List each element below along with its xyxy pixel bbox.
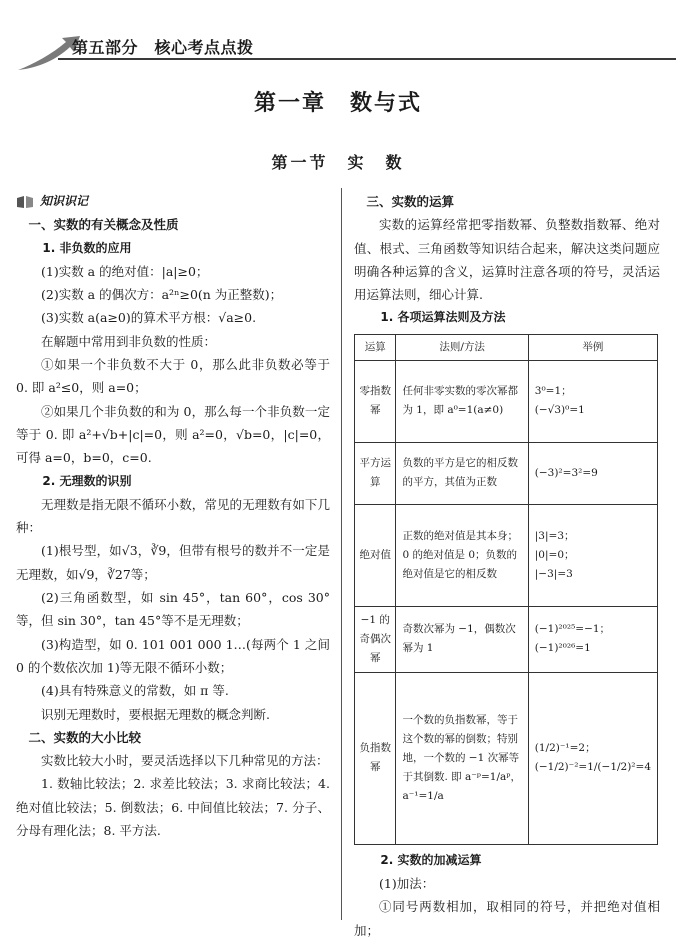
example-line: (−√3)⁰=1 bbox=[534, 404, 585, 417]
paragraph: (1)根号型，如√3，∛9，但带有根号的数并不一定是无理数，如√9，∛27等； bbox=[16, 543, 330, 582]
paragraph: 在解题中常用到非负数的性质： bbox=[41, 333, 217, 349]
paragraph: (2)实数 a 的偶次方：a²ⁿ≥0(n 为正整数)； bbox=[41, 287, 283, 303]
example-line: (−3)²=3²=9 bbox=[534, 466, 598, 479]
paragraph: 实数的运算经常把零指数幂、负整数指数幂、绝对值、根式、三角函数等知识结合起来，解决这类问题应明确各种运算的含义，运算时注意各项的符号，灵活运用运算法则，细心计算. bbox=[354, 217, 660, 303]
paragraph: 无理数是指无限不循环小数，常见的无理数有如下几种： bbox=[16, 496, 330, 536]
rule-cell: 负数的平方是它的相反数的平方，其值为正数 bbox=[396, 442, 528, 504]
op-cell: 平方运算 bbox=[355, 442, 396, 504]
book-icon bbox=[16, 195, 34, 209]
paragraph: 识别无理数时，要根据无理数的概念判断. bbox=[41, 706, 270, 722]
example-line: (−1)²⁰²⁶=1 bbox=[534, 642, 591, 655]
paragraph: 1. 数轴比较法；2. 求差比较法；3. 求商比较法；4. 绝对值比较法；5. 倒数法；6. 中间值比较法；7. 分子、分母有理化法；8. 平方法. bbox=[16, 776, 330, 839]
column-header: 法则/方法 bbox=[396, 334, 528, 360]
part-title: 第五部分 核心考点点拨 bbox=[72, 38, 254, 57]
paragraph: ②如果几个非负数的和为 0，那么每一个非负数一定等于 0. 即 a²+√b+|c|=0，则 a²=0，√b=0，|c|=0，可得 a=0，b=0，c=0. bbox=[16, 403, 330, 466]
paragraph: (3)构造型，如 0. 101 001 000 1…(每两个 1 之间 0 的个数依次加 1)等无限不循环小数； bbox=[16, 636, 330, 675]
example-line: (−1/2)⁻²=1/(−1/2)²=4 bbox=[534, 761, 651, 774]
column-header: 运算 bbox=[355, 334, 396, 360]
example-line: (−1)²⁰²⁵=−1； bbox=[534, 623, 611, 636]
example-cell bbox=[528, 504, 657, 606]
subheading-1-2: 2. 无理数的识别 bbox=[42, 473, 132, 488]
table-row bbox=[355, 360, 658, 442]
table-row bbox=[355, 442, 658, 504]
op-cell: 绝对值 bbox=[355, 504, 396, 606]
section-title: 第一节 实 数 bbox=[271, 153, 405, 172]
rules-table bbox=[354, 334, 658, 845]
paragraph: (1)加法： bbox=[379, 876, 435, 892]
knowledge-badge bbox=[16, 190, 330, 213]
paragraph: (3)实数 a(a≥0)的算术平方根：√a≥0. bbox=[41, 310, 257, 326]
example-cell bbox=[528, 606, 657, 672]
table-row bbox=[355, 606, 658, 672]
paragraph: (2)三角函数型，如 sin 45°，tan 60°，cos 30°等，但 sin 30°，tan 45°等不是无理数； bbox=[16, 590, 330, 629]
example-line: |0|=0； bbox=[534, 548, 575, 561]
left-column bbox=[16, 190, 330, 842]
chapter-title: 第一章 数与式 bbox=[253, 91, 422, 116]
table-row bbox=[355, 504, 658, 606]
example-line: 3⁰=1； bbox=[534, 385, 572, 398]
subheading-3-1: 1. 各项运算法则及方法 bbox=[380, 310, 506, 325]
rule-cell: 一个数的负指数幂，等于这个数的幂的倒数；特别地，一个数的 −1 次幂等于其倒数. 即 a⁻ᵖ=1/aᵖ，a⁻¹=1/a bbox=[396, 672, 528, 844]
op-cell: 零指数幂 bbox=[355, 360, 396, 442]
header-rule bbox=[58, 58, 676, 60]
paragraph: 实数比较大小时，要灵活选择以下几种常见的方法： bbox=[41, 753, 329, 769]
badge-label: 知识识记 bbox=[40, 194, 89, 208]
rule-cell: 任何非零实数的零次幂都为 1，即 a⁰=1(a≠0) bbox=[396, 360, 528, 442]
rule-cell: 正数的绝对值是其本身；0 的绝对值是 0；负数的绝对值是它的相反数 bbox=[396, 504, 528, 606]
example-line: (1/2)⁻¹=2； bbox=[534, 742, 596, 755]
rule-cell: 奇数次幂为 −1，偶数次幂为 1 bbox=[396, 606, 528, 672]
subheading-1-1: 1. 非负数的应用 bbox=[42, 240, 132, 255]
column-divider bbox=[341, 188, 342, 920]
right-column bbox=[354, 190, 660, 942]
heading-3: 三、实数的运算 bbox=[366, 194, 455, 209]
paragraph: ①如果一个非负数不大于 0，那么此非负数必等于 0. 即 a²≤0，则 a=0； bbox=[16, 357, 330, 396]
heading-2: 二、实数的大小比较 bbox=[28, 729, 142, 745]
example-line: |3|=3； bbox=[534, 529, 575, 542]
paragraph: (1)实数 a 的绝对值：|a|≥0； bbox=[41, 263, 209, 279]
heading-1: 一、实数的有关概念及性质 bbox=[28, 217, 179, 233]
example-line: |−3|=3 bbox=[534, 567, 573, 580]
paragraph: ①同号两数相加，取相同的符号，并把绝对值相加； bbox=[354, 899, 660, 938]
table-row bbox=[355, 672, 658, 844]
paragraph: (4)具有特殊意义的常数，如 π 等. bbox=[41, 683, 229, 699]
example-cell bbox=[528, 360, 657, 442]
column-header: 举例 bbox=[528, 334, 657, 360]
table-header-row bbox=[355, 334, 658, 360]
example-cell bbox=[528, 672, 657, 844]
op-cell: 负指数幂 bbox=[355, 672, 396, 844]
example-cell bbox=[528, 442, 657, 504]
op-cell: −1 的奇偶次幂 bbox=[355, 606, 396, 672]
subheading-3-2: 2. 实数的加减运算 bbox=[380, 852, 482, 867]
